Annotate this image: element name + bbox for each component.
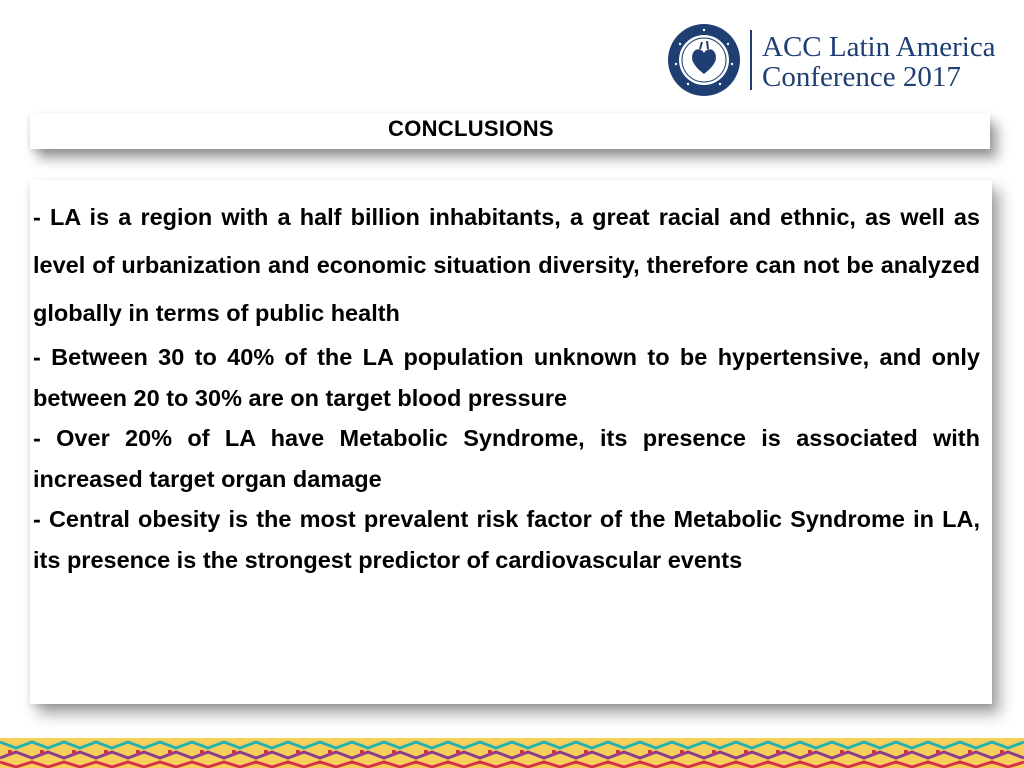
logo-divider	[750, 30, 752, 90]
conference-name-line2: Conference 2017	[762, 61, 961, 93]
conclusions-list	[33, 193, 980, 580]
bullet-item: - Central obesity is the most prevalent risk factor of the Metabolic Syndrome in LA, its presence is the strongest predictor of cardiovascular events	[33, 506, 980, 573]
zigzag-pattern-icon	[0, 738, 1024, 768]
conference-name	[762, 32, 996, 92]
bullet-item: - LA is a region with a half billion inhabitants, a great racial and ethnic, as well as level of urbanization and economic situation diversity, therefore can not be analyzed globally in terms of public health	[33, 204, 980, 326]
bullet-item: - Over 20% of LA have Metabolic Syndrome, its presence is associated with increased target organ damage	[33, 425, 980, 492]
conference-name-line1: ACC Latin America	[762, 31, 996, 63]
acc-logo	[666, 22, 1006, 102]
bullet-item: - Between 30 to 40% of the LA population unknown to be hypertensive, and only between 20 to 30% are on target blood pressure	[33, 344, 980, 411]
slide-title: CONCLUSIONS	[388, 116, 554, 141]
decorative-pattern-strip	[0, 738, 1024, 768]
acc-seal-icon	[666, 22, 742, 98]
